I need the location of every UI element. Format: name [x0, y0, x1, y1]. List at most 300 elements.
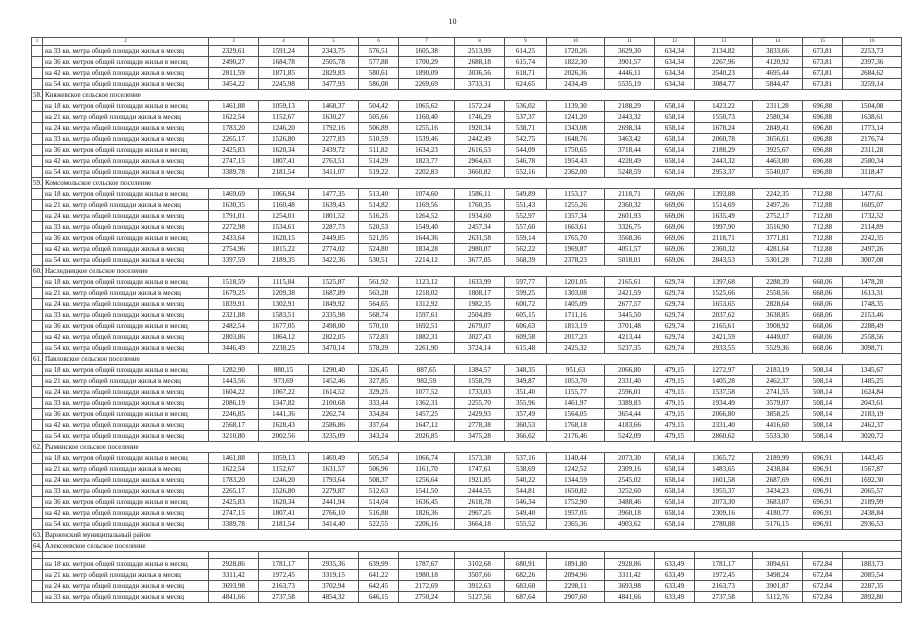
value-cell: 1059,13 [259, 453, 309, 464]
value-cell: 1525,66 [695, 288, 753, 299]
value-cell: 1972,45 [259, 570, 309, 581]
value-cell: 4120,92 [753, 57, 803, 68]
value-cell: 479,15 [655, 376, 695, 387]
row-number-cell [32, 244, 43, 255]
value-cell: 1539,46 [399, 134, 455, 145]
value-cell: 1871,85 [259, 68, 309, 79]
value-cell: 504,42 [359, 101, 399, 112]
header-cell: 5 [309, 38, 359, 46]
table-row [32, 559, 902, 570]
value-cell: 2362,00 [547, 167, 605, 178]
value-cell: 1573,38 [455, 453, 505, 464]
value-cell: 1633,99 [455, 277, 505, 288]
table-row [32, 112, 902, 123]
row-number-cell [32, 409, 43, 420]
value-cell: 668,06 [803, 288, 843, 299]
value-cell: 2425,32 [547, 343, 605, 354]
value-cell: 1504,08 [843, 101, 902, 112]
value-cell: 2421,59 [695, 332, 753, 343]
value-cell: 1077,52 [399, 387, 455, 398]
value-cell: 3027,43 [455, 332, 505, 343]
value-cell: 672,84 [803, 570, 843, 581]
section-title: Алексеевское сельское поселение [43, 541, 902, 552]
row-number-cell [32, 343, 43, 354]
value-cell: 546,34 [505, 497, 547, 508]
header-row [32, 38, 902, 46]
value-cell: 578,29 [359, 343, 399, 354]
value-cell: 2311,28 [843, 145, 902, 156]
value-cell: 1605,38 [399, 46, 455, 57]
value-cell: 508,14 [803, 365, 843, 376]
section-row [32, 541, 902, 552]
value-cell: 1954,43 [547, 156, 605, 167]
value-cell: 1567,87 [843, 464, 902, 475]
value-cell: 5112,76 [753, 592, 803, 603]
value-cell: 634,34 [655, 79, 695, 90]
value-cell: 1678,24 [695, 123, 753, 134]
value-cell: 576,51 [359, 46, 399, 57]
value-cell: 2780,88 [695, 519, 753, 530]
value-cell: 479,15 [655, 420, 695, 431]
value-cell: 1700,29 [399, 57, 455, 68]
value-cell: 510,59 [359, 134, 399, 145]
value-cell: 562,22 [505, 244, 547, 255]
value-cell: 1614,52 [309, 387, 359, 398]
value-cell: 2766,10 [309, 508, 359, 519]
row-label: на 36 кв. метров общей площади жилья в месяц [43, 497, 209, 508]
value-cell: 2321,88 [209, 310, 259, 321]
value-cell: 5533,30 [753, 431, 803, 442]
value-cell: 568,39 [505, 255, 547, 266]
value-cell: 629,74 [655, 332, 695, 343]
empty-cell [43, 552, 209, 559]
value-cell: 668,06 [803, 310, 843, 321]
value-cell: 3454,22 [209, 79, 259, 90]
value-cell: 351,40 [505, 387, 547, 398]
value-cell: 513,40 [359, 189, 399, 200]
header-cell: 10 [547, 38, 605, 46]
table-row [32, 497, 902, 508]
value-cell: 3660,82 [455, 167, 505, 178]
section-number: 64. [33, 542, 42, 550]
value-cell: 2741,55 [753, 387, 803, 398]
section-title: Павловское сельское поселение [43, 354, 902, 365]
row-number-cell [32, 559, 43, 570]
value-cell: 2360,32 [605, 200, 655, 211]
value-cell: 629,74 [655, 321, 695, 332]
value-cell: 1518,59 [209, 277, 259, 288]
value-cell: 479,15 [655, 431, 695, 442]
row-label: на 18 кв. метров общей площади жилья в месяц [43, 277, 209, 288]
value-cell: 1635,49 [695, 211, 753, 222]
row-label: на 42 кв. метра общей площади жилья в месяц [43, 508, 209, 519]
value-cell: 696,88 [803, 167, 843, 178]
table-row [32, 288, 902, 299]
value-cell: 629,74 [655, 288, 695, 299]
value-cell: 2255,70 [455, 398, 505, 409]
value-cell: 1781,17 [695, 559, 753, 570]
row-number-cell [32, 222, 43, 233]
row-number-cell [32, 200, 43, 211]
row-number-cell [32, 453, 43, 464]
value-cell: 2438,84 [843, 508, 902, 519]
row-number-cell [32, 508, 43, 519]
value-cell: 2434,49 [547, 79, 605, 90]
value-cell: 2438,84 [753, 464, 803, 475]
value-cell: 4228,49 [605, 156, 655, 167]
value-cell: 669,06 [655, 255, 695, 266]
value-cell: 696,88 [803, 156, 843, 167]
value-cell: 2265,17 [209, 134, 259, 145]
value-cell: 614,25 [505, 46, 547, 57]
header-cell: 3 [209, 38, 259, 46]
value-cell: 2482,54 [209, 321, 259, 332]
value-cell: 2181,54 [259, 519, 309, 530]
row-label: на 21 кв. метр общей площади жилья в месяц [43, 464, 209, 475]
section-title: Княжевское сельское поселение [43, 90, 902, 101]
value-cell: 1634,23 [399, 145, 455, 156]
value-cell: 572,83 [359, 332, 399, 343]
value-cell: 712,88 [803, 244, 843, 255]
value-cell: 1822,30 [547, 57, 605, 68]
value-cell: 1384,57 [455, 365, 505, 376]
value-cell: 1597,61 [399, 310, 455, 321]
table-row [32, 255, 902, 266]
value-cell: 349,87 [505, 376, 547, 387]
value-cell: 615,74 [505, 57, 547, 68]
value-cell: 355,96 [505, 398, 547, 409]
value-cell: 2504,89 [455, 310, 505, 321]
value-cell: 1201,05 [547, 277, 605, 288]
value-cell: 1747,61 [455, 464, 505, 475]
value-cell: 2580,34 [753, 112, 803, 123]
value-cell: 605,15 [505, 310, 547, 321]
value-cell: 479,15 [655, 365, 695, 376]
value-cell: 658,14 [655, 464, 695, 475]
value-cell: 3414,40 [309, 519, 359, 530]
value-cell: 696,91 [803, 508, 843, 519]
value-cell: 4695,44 [753, 68, 803, 79]
value-cell: 1622,54 [209, 464, 259, 475]
value-cell: 1972,45 [695, 570, 753, 581]
value-cell: 551,43 [505, 200, 547, 211]
value-cell: 1864,12 [259, 332, 309, 343]
value-cell: 1534,61 [259, 222, 309, 233]
value-cell: 2828,64 [753, 299, 803, 310]
value-cell: 658,14 [655, 508, 695, 519]
value-cell: 2892,80 [843, 592, 902, 603]
row-label: на 42 кв. метра общей площади жилья в месяц [43, 244, 209, 255]
value-cell: 1613,31 [843, 288, 902, 299]
value-cell: 511,82 [359, 145, 399, 156]
value-cell: 658,14 [655, 167, 695, 178]
value-cell: 1969,87 [547, 244, 605, 255]
value-cell: 1343,08 [547, 123, 605, 134]
value-cell: 3389,83 [605, 398, 655, 409]
section-row [32, 178, 902, 189]
value-cell: 3724,14 [455, 343, 505, 354]
value-cell: 538,71 [505, 123, 547, 134]
value-cell: 1550,73 [695, 112, 753, 123]
value-cell: 3020,72 [843, 431, 902, 442]
value-cell: 712,88 [803, 200, 843, 211]
value-cell: 3925,67 [753, 145, 803, 156]
value-cell: 1807,41 [259, 156, 309, 167]
row-label: на 33 кв. метра общей площади жилья в месяц [43, 46, 209, 57]
table-row [32, 592, 902, 603]
row-number-cell [32, 233, 43, 244]
value-cell: 696,88 [803, 112, 843, 123]
row-number-cell [32, 486, 43, 497]
value-cell: 2747,15 [209, 156, 259, 167]
empty-cell [455, 552, 505, 559]
value-cell: 2747,15 [209, 508, 259, 519]
value-cell: 1152,67 [259, 112, 309, 123]
row-number-cell [32, 387, 43, 398]
value-cell: 672,84 [803, 581, 843, 592]
value-cell: 1059,13 [259, 101, 309, 112]
value-cell: 1834,28 [399, 244, 455, 255]
value-cell: 3912,63 [455, 581, 505, 592]
value-cell: 1344,59 [547, 475, 605, 486]
value-cell: 2267,96 [695, 57, 753, 68]
value-cell: 3118,47 [843, 167, 902, 178]
value-cell: 1558,79 [455, 376, 505, 387]
value-cell: 508,37 [359, 475, 399, 486]
empty-cell [695, 552, 753, 559]
value-cell: 1405,28 [695, 376, 753, 387]
value-cell: 5176,15 [753, 519, 803, 530]
table-row [32, 409, 902, 420]
value-cell: 2928,86 [209, 559, 259, 570]
section-row [32, 530, 902, 541]
value-cell: 2498,00 [309, 321, 359, 332]
value-cell: 672,84 [803, 592, 843, 603]
value-cell: 2497,26 [753, 200, 803, 211]
value-cell: 1748,35 [843, 299, 902, 310]
value-cell: 2118,71 [605, 189, 655, 200]
value-cell: 520,53 [359, 222, 399, 233]
table-row [32, 310, 902, 321]
value-cell: 2365,36 [547, 519, 605, 530]
value-cell: 5248,59 [605, 167, 655, 178]
value-cell: 2679,07 [455, 321, 505, 332]
value-cell: 1443,56 [209, 376, 259, 387]
row-label: на 42 кв. метра общей площади жилья в месяц [43, 420, 209, 431]
value-cell: 514,04 [359, 497, 399, 508]
value-cell: 673,81 [803, 68, 843, 79]
section-number: 60. [33, 267, 42, 275]
value-cell: 615,48 [505, 343, 547, 354]
value-cell: 1264,52 [399, 211, 455, 222]
value-cell: 1783,20 [209, 475, 259, 486]
value-cell: 1169,56 [399, 200, 455, 211]
row-number-cell [32, 592, 43, 603]
value-cell: 1849,92 [309, 299, 359, 310]
value-cell: 3007,08 [843, 255, 902, 266]
value-cell: 1115,84 [259, 277, 309, 288]
value-cell: 1808,17 [455, 288, 505, 299]
section-title: Комсомольское сельское поселение [43, 178, 902, 189]
row-number-cell [32, 277, 43, 288]
value-cell: 2246,85 [209, 409, 259, 420]
value-cell: 668,06 [803, 332, 843, 343]
value-cell: 3579,07 [753, 398, 803, 409]
section-row [32, 266, 902, 277]
value-cell: 639,99 [359, 559, 399, 570]
empty-cell [359, 552, 399, 559]
value-cell: 1644,36 [399, 233, 455, 244]
value-cell: 2189,99 [843, 497, 902, 508]
value-cell: 658,14 [655, 475, 695, 486]
value-cell: 1791,01 [209, 211, 259, 222]
value-cell: 1692,51 [399, 321, 455, 332]
value-cell: 3683,07 [753, 497, 803, 508]
value-cell: 2586,86 [309, 420, 359, 431]
value-cell: 687,64 [505, 592, 547, 603]
value-cell: 1393,88 [695, 189, 753, 200]
value-cell: 3693,98 [605, 581, 655, 592]
value-cell: 669,06 [655, 222, 695, 233]
value-cell: 629,74 [655, 343, 695, 354]
section-number: 61. [33, 355, 42, 363]
value-cell: 1622,54 [209, 112, 259, 123]
value-cell: 2616,53 [455, 145, 505, 156]
value-cell: 2737,58 [695, 592, 753, 603]
value-cell: 3702,94 [309, 581, 359, 592]
value-cell: 3445,50 [605, 310, 655, 321]
value-cell: 1302,91 [259, 299, 309, 310]
value-cell: 4446,11 [605, 68, 655, 79]
value-cell: 1572,24 [455, 101, 505, 112]
value-cell: 4051,57 [605, 244, 655, 255]
value-cell: 2163,73 [259, 581, 309, 592]
value-cell: 887,65 [399, 365, 455, 376]
header-cell: 4 [259, 38, 309, 46]
value-cell: 1624,84 [843, 387, 902, 398]
value-cell: 1636,45 [399, 497, 455, 508]
value-cell: 3319,15 [309, 570, 359, 581]
value-cell: 4449,07 [753, 332, 803, 343]
value-cell: 2188,29 [695, 145, 753, 156]
row-number-cell [32, 398, 43, 409]
value-cell: 3470,14 [309, 343, 359, 354]
value-cell: 2026,85 [399, 431, 455, 442]
value-cell: 3664,18 [455, 519, 505, 530]
value-cell: 357,49 [505, 409, 547, 420]
value-cell: 2189,99 [753, 453, 803, 464]
value-cell: 508,14 [803, 431, 843, 442]
value-cell: 4213,44 [605, 332, 655, 343]
value-cell: 1639,43 [309, 200, 359, 211]
row-number-cell [32, 57, 43, 68]
value-cell: 537,16 [505, 453, 547, 464]
value-cell: 4180,77 [753, 508, 803, 519]
row-label: на 36 кв. метров общей площади жилья в месяц [43, 233, 209, 244]
value-cell: 1679,25 [209, 288, 259, 299]
row-label: на 42 кв. метра общей площади жилья в месяц [43, 156, 209, 167]
value-cell: 1891,80 [547, 559, 605, 570]
value-cell: 2114,89 [843, 222, 902, 233]
table-row [32, 343, 902, 354]
value-cell: 506,89 [359, 123, 399, 134]
value-cell: 2188,29 [605, 101, 655, 112]
value-cell: 1525,87 [309, 277, 359, 288]
value-cell: 3833,66 [753, 46, 803, 57]
value-cell: 1792,16 [309, 123, 359, 134]
value-cell: 1957,05 [547, 508, 605, 519]
value-cell: 508,14 [803, 398, 843, 409]
value-cell: 2811,59 [209, 68, 259, 79]
value-cell: 1485,25 [843, 376, 902, 387]
value-cell: 658,14 [655, 486, 695, 497]
value-cell: 3389,78 [209, 167, 259, 178]
value-cell: 1773,14 [843, 123, 902, 134]
value-cell: 4281,64 [753, 244, 803, 255]
value-cell: 1653,65 [695, 299, 753, 310]
value-cell: 2085,54 [843, 570, 902, 581]
value-cell: 537,37 [505, 112, 547, 123]
table-row [32, 211, 902, 222]
value-cell: 1605,07 [843, 200, 902, 211]
value-cell: 641,22 [359, 570, 399, 581]
table-row [32, 222, 902, 233]
table-row [32, 244, 902, 255]
value-cell: 2737,58 [259, 592, 309, 603]
value-cell: 538,69 [505, 464, 547, 475]
value-cell: 1746,29 [455, 112, 505, 123]
value-cell: 1161,70 [399, 464, 455, 475]
value-cell: 580,61 [359, 68, 399, 79]
table-row [32, 233, 902, 244]
value-cell: 2002,56 [259, 431, 309, 442]
value-cell: 634,34 [655, 57, 695, 68]
value-cell: 348,35 [505, 365, 547, 376]
value-cell: 2822,05 [309, 332, 359, 343]
value-cell: 1807,41 [259, 508, 309, 519]
value-cell: 1684,78 [259, 57, 309, 68]
value-cell: 2462,37 [843, 420, 902, 431]
value-cell: 1677,05 [259, 321, 309, 332]
value-cell: 1477,35 [309, 189, 359, 200]
value-cell: 366,62 [505, 431, 547, 442]
value-cell: 2311,28 [753, 101, 803, 112]
row-label: на 42 кв. метра общей площади жилья в месяц [43, 68, 209, 79]
table-row [32, 508, 902, 519]
value-cell: 2073,30 [695, 497, 753, 508]
value-cell: 3094,61 [753, 559, 803, 570]
row-label: на 42 кв. метра общей площади жилья в месяц [43, 332, 209, 343]
row-number-cell [32, 431, 43, 442]
value-cell: 712,88 [803, 211, 843, 222]
value-cell: 2449,85 [309, 233, 359, 244]
row-label: на 21 кв. метр общей площади жилья в месяц [43, 200, 209, 211]
value-cell: 1290,40 [309, 365, 359, 376]
value-cell: 2360,32 [695, 244, 753, 255]
value-cell: 3311,42 [605, 570, 655, 581]
value-cell: 536,02 [505, 101, 547, 112]
value-cell: 696,91 [803, 475, 843, 486]
value-cell: 586,08 [359, 79, 399, 90]
empty-cell [655, 552, 695, 559]
value-cell: 1620,34 [259, 145, 309, 156]
value-cell: 1813,19 [547, 321, 605, 332]
table-row [32, 167, 902, 178]
value-cell: 2017,23 [547, 332, 605, 343]
value-cell: 1483,65 [695, 464, 753, 475]
value-cell: 2238,25 [259, 343, 309, 354]
table-row [32, 453, 902, 464]
